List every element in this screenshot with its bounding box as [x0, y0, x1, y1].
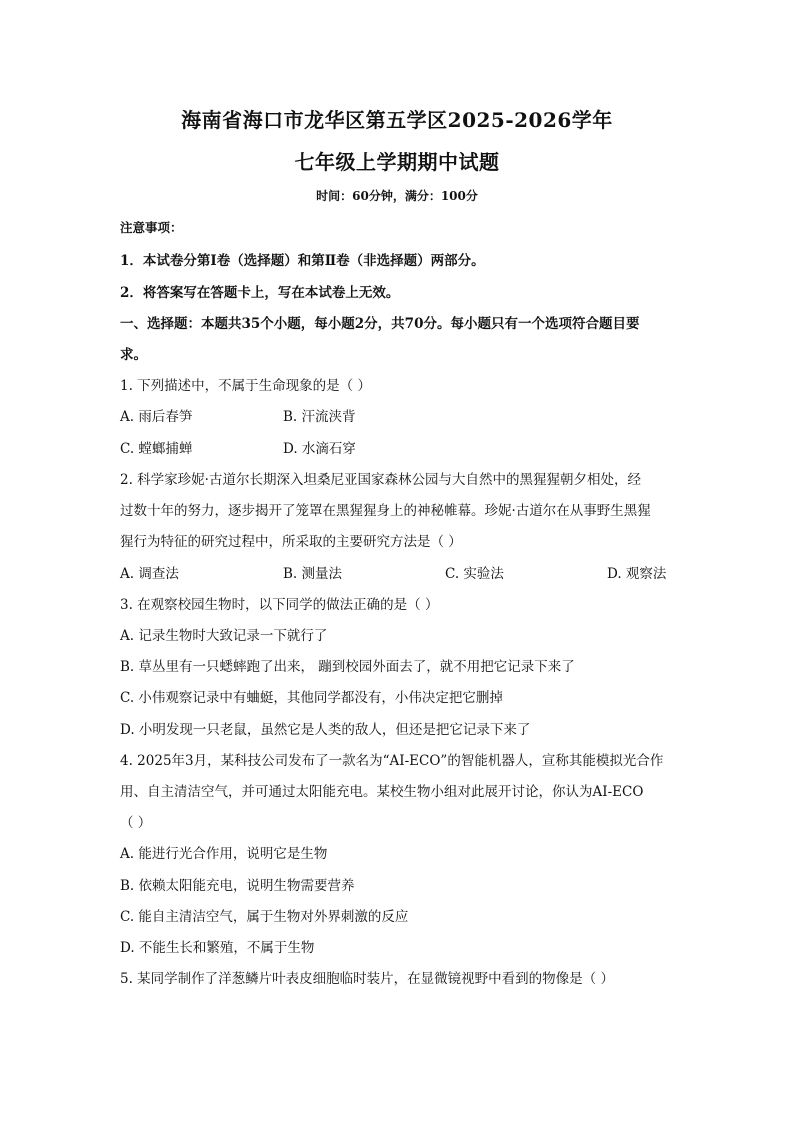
question-4-stem-line1: 4. 2025年3月，某科技公司发布了一款名为“AI-ECO”的智能机器人，宣称其能模拟光合作	[120, 753, 664, 769]
section-1-heading-cont: 求。	[120, 347, 147, 363]
question-4-option-b: B. 依赖太阳能充电，说明生物需要营养	[120, 878, 355, 894]
question-2-option-c: C. 实验法	[445, 566, 504, 582]
question-3-option-c: C. 小伟观察记录中有蛐蜓，其他同学都没有，小伟决定把它删掉	[120, 690, 503, 706]
question-1-option-a: A. 雨后春笋	[120, 409, 193, 425]
question-1-option-c: C. 螳螂捕蝉	[120, 441, 193, 457]
question-2-option-a: A. 调查法	[120, 566, 179, 582]
question-2-stem-line3: 猩行为特征的研究过程中，所采取的主要研究方法是（ ）	[120, 534, 462, 550]
question-4-option-d: D. 不能生长和繁殖，不属于生物	[120, 940, 315, 956]
question-4-option-c: C. 能自主清洁空气，属于生物对外界刺激的反应	[120, 909, 409, 925]
question-3-option-d: D. 小明发现一只老鼠，虽然它是人类的敌人，但还是把它记录下来了	[120, 722, 531, 738]
question-2-option-d: D. 观察法	[607, 566, 667, 582]
notes-item-1: 1．本试卷分第Ⅰ卷（选择题）和第Ⅱ卷（非选择题）两部分。	[120, 253, 485, 269]
question-1-option-d: D. 水滴石穿	[283, 441, 356, 457]
question-2-option-b: B. 测量法	[283, 566, 343, 582]
question-3-option-a: A. 记录生物时大致记录一下就行了	[120, 628, 328, 644]
question-2-stem-line1: 2. 科学家珍妮·古道尔长期深入坦桑尼亚国家森林公园与大自然中的黑猩猩朝夕相处，经	[120, 472, 641, 488]
question-1-stem: 1. 下列描述中，不属于生命现象的是（ ）	[120, 378, 371, 394]
exam-time-info: 时间：60分钟，满分：100分	[316, 189, 478, 203]
section-1-heading: 一、选择题：本题共35个小题，每小题2分，共70分。每小题只有一个选项符合题目要	[120, 316, 640, 332]
exam-title-line1: 海南省海口市龙华区第五学区2025-2026学年	[181, 108, 613, 132]
question-5-stem: 5. 某同学制作了洋葱鳞片叶表皮细胞临时装片，在显微镜视野中看到的物像是（ ）	[120, 971, 614, 987]
question-3-stem: 3. 在观察校园生物时，以下同学的做法正确的是（ ）	[120, 597, 439, 613]
notes-item-2: 2．将答案写在答题卡上，写在本试卷上无效。	[120, 285, 400, 301]
question-1-option-b: B. 汗流浃背	[283, 409, 356, 425]
question-4-option-a: A. 能进行光合作用，说明它是生物	[120, 846, 328, 862]
question-4-stem-line2: 用、自主清洁空气，并可通过太阳能充电。某校生物小组对此展开讨论，你认为AI-ECO	[120, 784, 644, 800]
notes-heading: 注意事项：	[120, 220, 183, 235]
exam-title-line2: 七年级上学期期中试题	[294, 150, 500, 174]
question-3-option-b: B. 草丛里有一只蟋蟀跑了出来， 蹦到校园外面去了，就不用把它记录下来了	[120, 659, 575, 675]
question-2-stem-line2: 过数十年的努力，逐步揭开了笼罩在黑猩猩身上的神秘帷幕。珍妮·古道尔在从事野生黑猩	[120, 503, 651, 519]
question-4-stem-line3: （ ）	[120, 815, 152, 831]
